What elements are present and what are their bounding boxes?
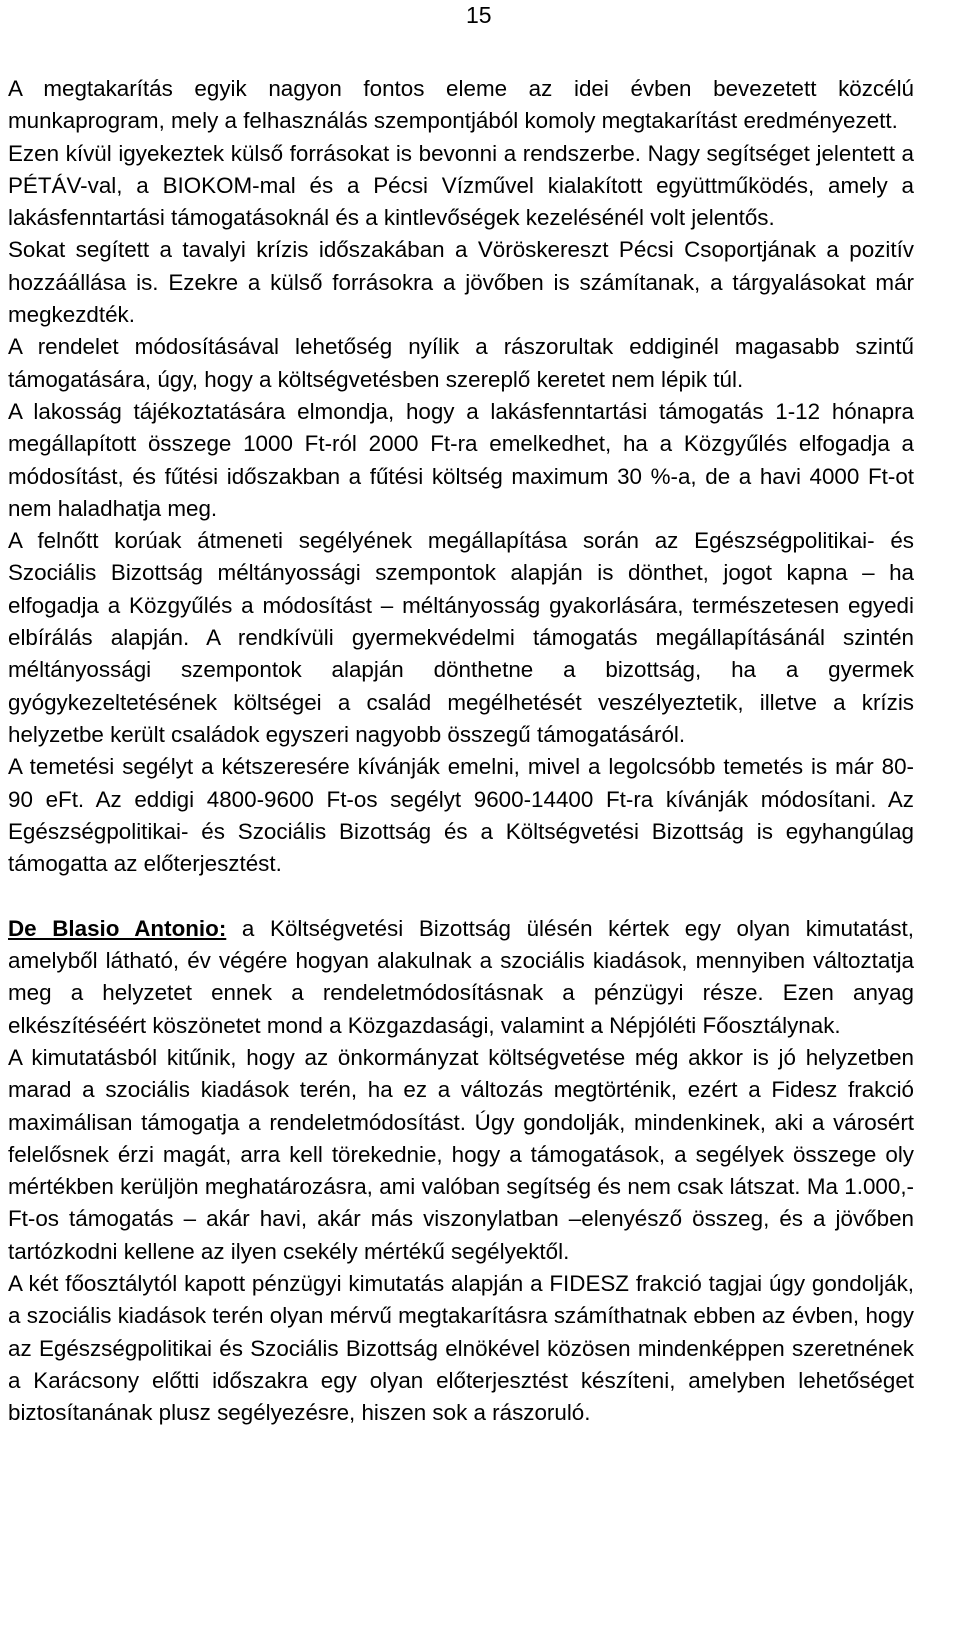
page-number: 15	[466, 2, 492, 28]
paragraph: A megtakarítás egyik nagyon fontos eleme az idei évben bevezetett közcélú munkaprogram, mely a felhasználás szempontjából komoly megtakarítást eredményezett.	[8, 76, 914, 134]
paragraph: A két főosztálytól kapott pénzügyi kimutatás alapján a FIDESZ frakció tagjai úgy gondolják, a szociális kiadások terén olyan mérvű megtakarításra számíthatnak ebben az évben, hogy az Egészségpolitikai és Szociális Bizottság elnökével közösen mindenképpen szeretnének a Karácsony előtti időszakra egy olyan előterjesztést készíteni, amelyben lehetőséget biztosítanának plusz segélyezésre, hiszen sok a rászoruló.	[8, 1270, 914, 1426]
paragraph: A temetési segélyt a kétszeresére kívánják emelni, mivel a legolcsóbb temetés is már 80-90 eFt. Az eddigi 4800-9600 Ft-os segélyt 9600-14400 Ft-ra kívánják módosítani. Az Egészségpolitikai- és Szociális Bizottság és a Költségvetési Bizottság is egyhangúlag támogatta az előterjesztést.	[8, 754, 914, 877]
speaker-paragraph	[8, 913, 914, 1042]
paragraph: Ezen kívül igyekeztek külső forrásokat is bevonni a rendszerbe. Nagy segítséget jelentett a PÉTÁV-val, a BIOKOM-mal és a Pécsi Vízművel kialakított együttműködés, amely a lakásfenntartási támogatásoknál és a kintlevőségek kezelésénél volt jelentős.	[8, 140, 914, 231]
paragraph-spacer	[8, 880, 914, 912]
paragraph: A kimutatásból kitűnik, hogy az önkormányzat költségvetése még akkor is jó helyzetben marad a szociális kiadások terén, ha ez a változás megtörténik, ezért a Fidesz frakció maximálisan támogatja a rendeletmódosítást. Úgy gondolják, mindenkinek, aki a városért felelősnek érzi magát, arra kell törekednie, hogy a támogatások, a segélyek összege oly mértékben kerüljön meghatározásra, ami valóban segítség és nem csak látszat. Ma 1.000,- Ft-os támogatás – akár havi, akár más viszonylatban –elenyésző összeg, és a jövőben tartózkodni kellene az ilyen csekély mértékű segélyektől.	[8, 1044, 914, 1264]
paragraph: Sokat segített a tavalyi krízis időszakában a Vöröskereszt Pécsi Csoportjának a pozitív hozzáállása is. Ezekre a külső forrásokra a jövőben is számítanak, a tárgyalásokat már megkezdték.	[8, 237, 914, 328]
speaker-statement: a Költségvetési Bizottság ülésén kértek egy olyan kimutatást, amelyből látható, év végére hogyan alakulnak a szociális kiadások, mennyiben változtatja meg a helyzetet ennek a rendeletmódosításnak a pénzügyi része. Ezen anyag elkészítéséért köszönetet mond a Közgazdasági, valamint a Népjóléti Főosztálynak.	[8, 915, 914, 1038]
paragraph: A rendelet módosításával lehetőség nyílik a rászorultak eddiginél magasabb szintű támogatására, úgy, hogy a költségvetésben szereplő keretet nem lépik túl.	[8, 334, 914, 392]
paragraph: A lakosság tájékoztatására elmondja, hogy a lakásfenntartási támogatás 1-12 hónapra megállapított összege 1000 Ft-ról 2000 Ft-ra emelkedhet, ha a Közgyűlés elfogadja a módosítást, és fűtési időszakban a fűtési költség maximum 30 %-a, de a havi 4000 Ft-ot nem haladhatja meg.	[8, 398, 914, 521]
paragraph: A felnőtt korúak átmeneti segélyének megállapítása során az Egészségpolitikai- és Szociális Bizottság méltányossági szempontok alapján is dönthet, jogot kapna – ha elfogadja a Közgyűlés a módosítást – méltányosság gyakorlására, természetesen egyedi elbírálás alapján. A rendkívüli gyermekvédelmi támogatás megállapításánál szintén méltányossági szempontok alapján dönthetne a bizottság, ha a gyermek gyógykezeltetésének költségei a család megélhetését veszélyeztetik, illetve a krízis helyzetbe került családok egyszeri nagyobb összegű támogatásáról.	[8, 528, 914, 747]
document-body	[8, 73, 914, 1429]
speaker-name: De Blasio Antonio:	[8, 915, 227, 941]
